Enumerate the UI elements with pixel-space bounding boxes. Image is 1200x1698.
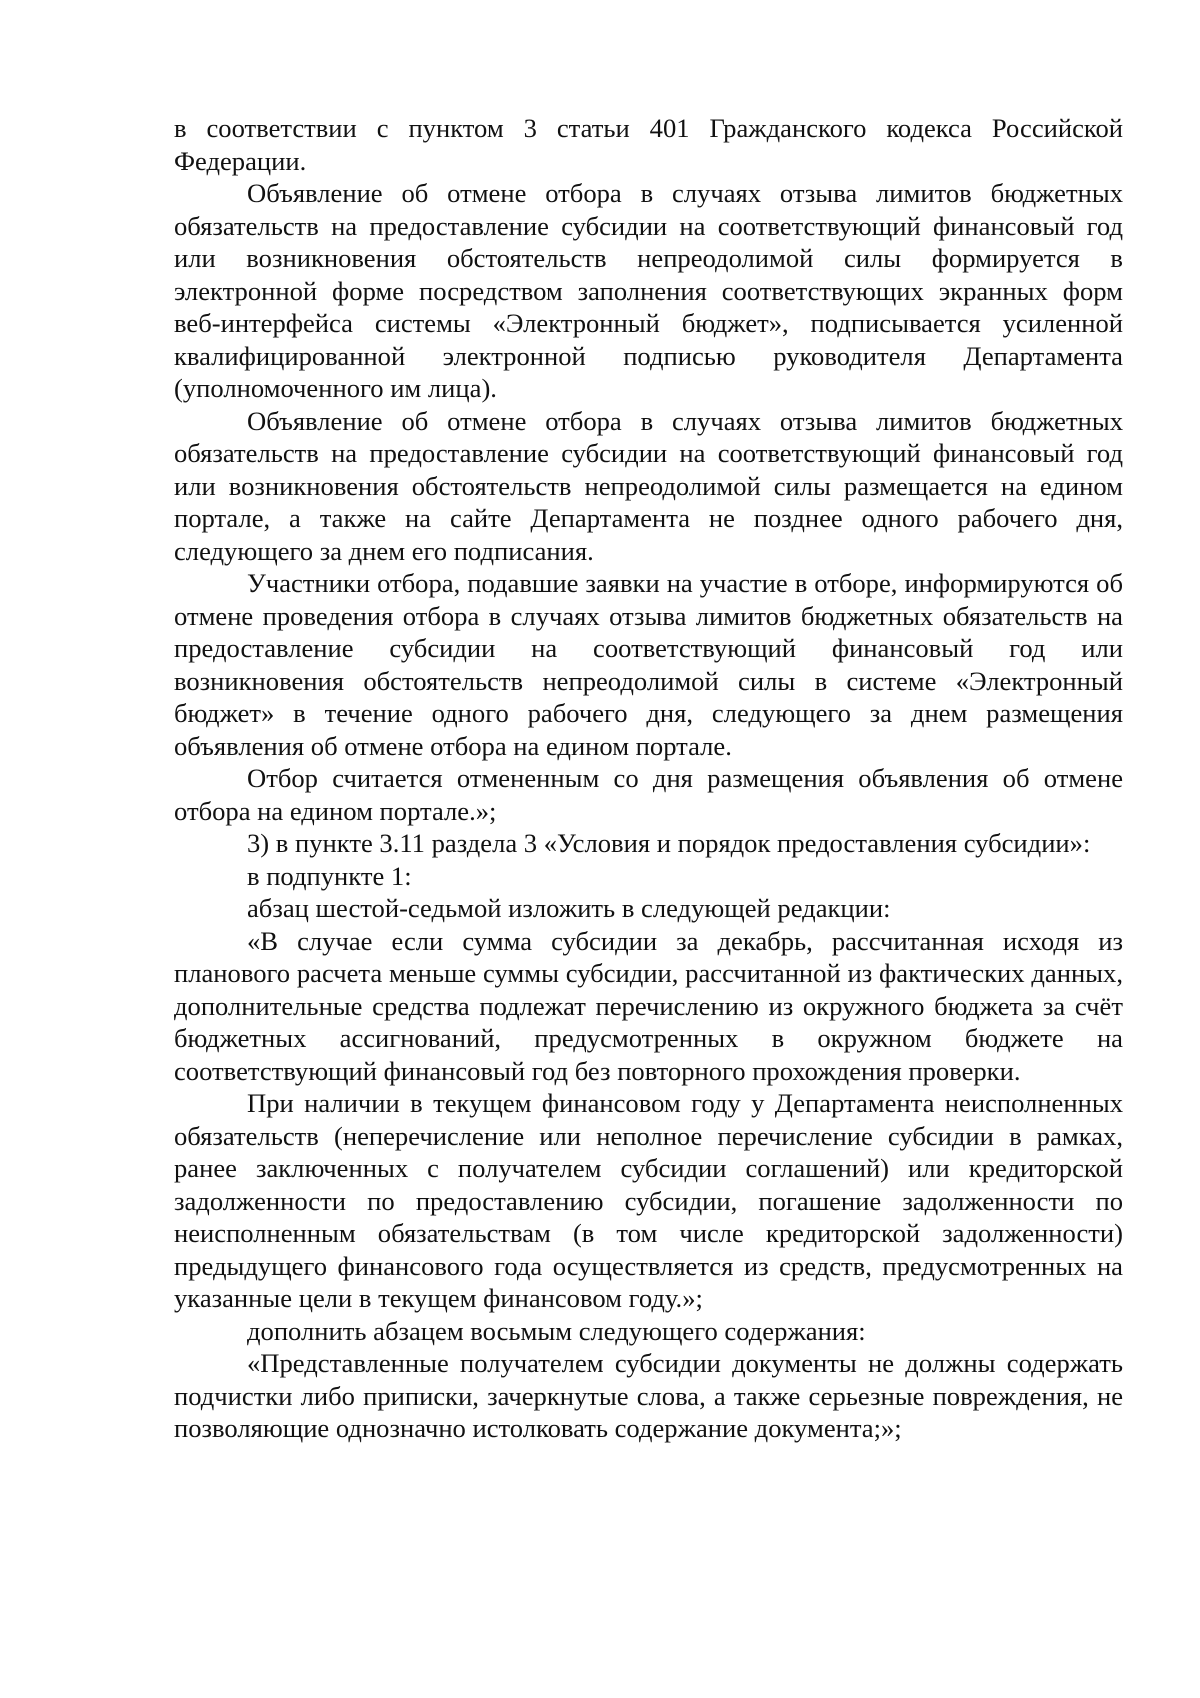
paragraph-9: «В случае если сумма субсидии за декабрь, рассчитанная исходя из планового расчета меньше суммы субсидии, рассчитанной из фактических данных, дополнительные средства подлежат перечислению из окружного бюджета за счёт бюджетных ассигнований, предусмотренных в окружном бюджете на соответствующий финансовый год без повторного прохождения проверки. [174,925,1123,1086]
paragraph-3: Объявление об отмене отбора в случаях отзыва лимитов бюджетных обязательств на предоставление субсидии на соответствующий финансовый год или возникновения обстоятельств непреодолимой силы размещается на едином портале, а также на сайте Департамента не позднее одного рабочего дня, следующего за днем его подписания. [174,405,1123,566]
paragraph-4: Участники отбора, подавшие заявки на участие в отборе, информируются об отмене проведения отбора в случаях отзыва лимитов бюджетных обязательств на предоставление субсидии на соответствующий финансовый год или возникновения обстоятельств непреодолимой силы в системе «Электронный бюджет» в течение одного рабочего дня, следующего за днем размещения объявления об отмене отбора на едином портале. [174,568,1123,761]
paragraph-11: дополнить абзацем восьмым следующего содержания: [247,1315,866,1346]
paragraph-2: Объявление об отмене отбора в случаях отзыва лимитов бюджетных обязательств на предоставление субсидии на соответствующий финансовый год или возникновения обстоятельств непреодолимой силы формируется в электронной форме посредством заполнения соответствующих экранных форм веб-интерфейса системы «Электронный бюджет», подписывается усиленной квалифицированной электронной подписью руководителя Департамента (уполномоченного им лица). [174,178,1123,403]
paragraph-12: «Представленные получателем субсидии документы не должны содержать подчистки либо приписки, зачеркнутые слова, а также серьезные повреждения, не позволяющие однозначно истолковать содержание документа;»; [174,1348,1123,1443]
paragraph-1: в соответствии с пунктом 3 статьи 401 Гражданского кодекса Российской Федерации. [174,113,1123,176]
document-body [174,112,1123,1445]
paragraph-5: Отбор считается отмененным со дня размещения объявления об отмене отбора на едином портале.»; [174,763,1123,826]
paragraph-8: абзац шестой-седьмой изложить в следующей редакции: [247,893,891,923]
paragraph-7: в подпункте 1: [247,860,412,891]
paragraph-10: При наличии в текущем финансовом году у Департамента неисполненных обязательств (неперечисление или неполное перечисление субсидии в рамках, ранее заключенных с получателем субсидии соглашений) или кредиторской задолженности по предоставлению субсидии, погашение задолженности по неисполненным обязательствам (в том числе кредиторской задолженности) предыдущего финансового года осуществляется из средств, предусмотренных на указанные цели в текущем финансовом году.»; [174,1088,1123,1313]
paragraph-6: 3) в пункте 3.11 раздела 3 «Условия и порядок предоставления субсидии»: [247,828,1091,858]
